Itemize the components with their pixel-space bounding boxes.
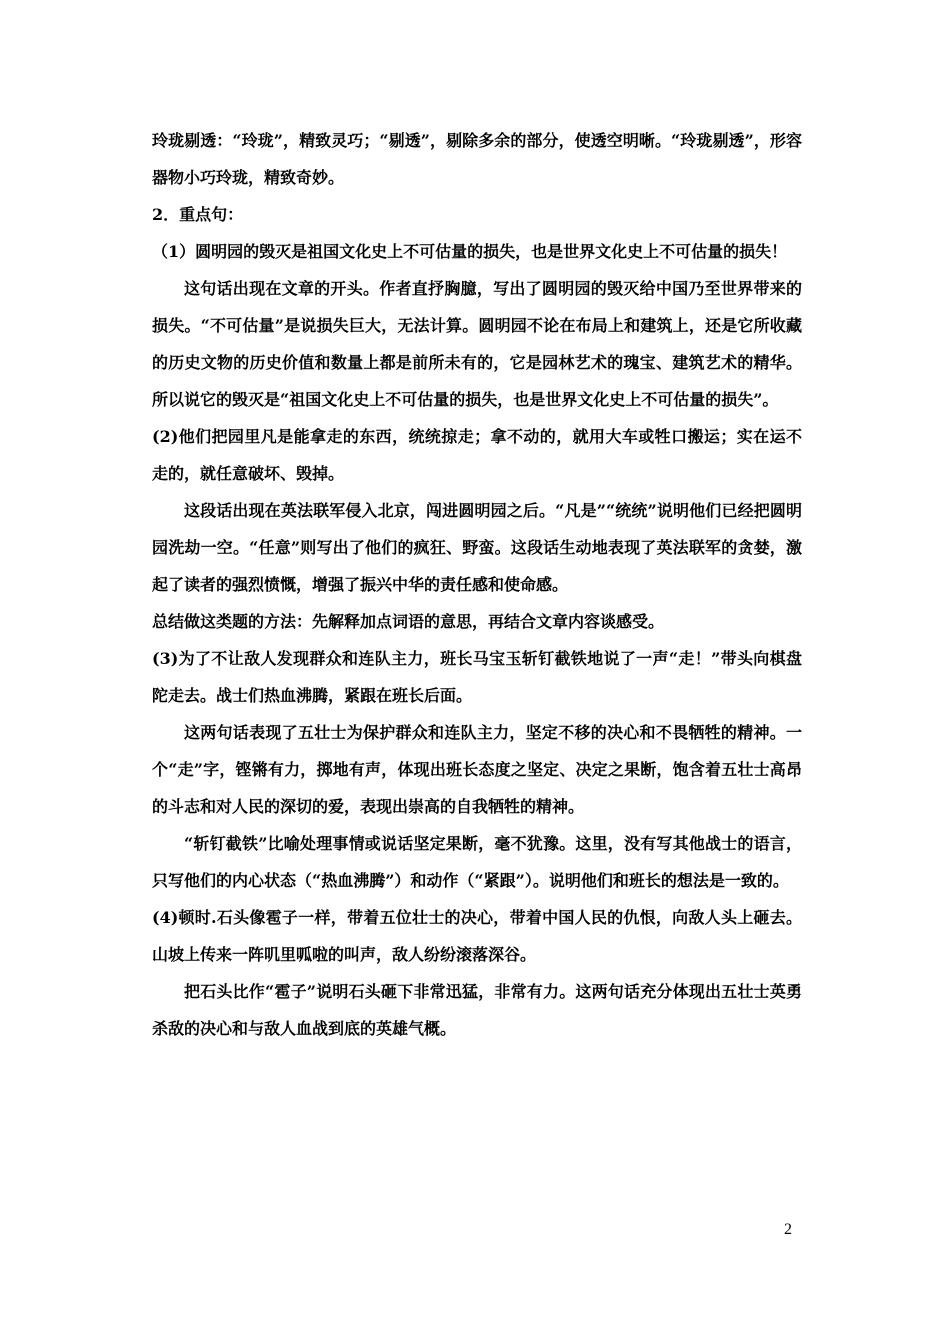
key-sentence-2: (2)他们把园里凡是能拿走的东西，统统掠走；拿不动的，就用大车或牲口搬运；实在运不走的，就任意破坏、毁掉。 <box>152 427 802 483</box>
analysis-3a: 这两句话表现了五壮士为保护群众和连队主力，坚定不移的决心和不畏牺牲的精神。一个“走”字，铿锵有力，掷地有声，体现出班长态度之坚定、决定之果断，饱含着五壮士高昂的斗志和对人民的深切的爱，表现出崇高的自我牺牲的精神。 <box>152 723 802 816</box>
method-summary: 总结做这类题的方法：先解释加点词语的意思，再结合文章内容谈感受。 <box>152 612 665 631</box>
analysis-4: 把石头比作“雹子”说明石头砸下非常迅猛，非常有力。这两句话充分体现出五壮士英勇杀敌的决心和与敌人血战到底的英雄气概。 <box>152 982 802 1038</box>
idiom-explanation-linglong: 玲珑剔透：“玲珑”，精致灵巧；“剔透”，剔除多余的部分，使透空明晰。“玲珑剔透”，形容器物小巧玲珑，精致奇妙。 <box>152 131 802 187</box>
analysis-1: 这句话出现在文章的开头。作者直抒胸臆，写出了圆明园的毁灭给中国乃至世界带来的损失。“不可估量”是说损失巨大，无法计算。圆明园不论在布局上和建筑上，还是它所收藏的历史文物的历史价值和数量上都是前所未有的，它是园林艺术的瑰宝、建筑艺术的精华。所以说它的毁灭是“祖国文化史上不可估量的损失，也是世界文化史上不可估量的损失”。 <box>152 279 802 409</box>
section-heading-key-sentences: 2．重点句： <box>152 205 244 224</box>
key-sentence-3: (3)为了不让敌人发现群众和连队主力，班长马宝玉斩钉截铁地说了一声“走！”带头向棋盘陀走去。战士们热血沸腾，紧跟在班长后面。 <box>152 649 802 705</box>
analysis-3b: “斩钉截铁”比喻处理事情或说话坚定果断，毫不犹豫。这里，没有写其他战士的语言，只写他们的内心状态（“热血沸腾”）和动作（“紧跟”）。说明他们和班长的想法是一致的。 <box>152 834 802 890</box>
analysis-2: 这段话出现在英法联军侵入北京，闯进圆明园之后。“凡是”“统统”说明他们已经把圆明园洗劫一空。“任意”则写出了他们的疯狂、野蛮。这段话生动地表现了英法联军的贪婪，激起了读者的强烈愤慨，增强了振兴中华的责任感和使命感。 <box>152 501 802 594</box>
page-content <box>152 122 802 1047</box>
page-number: 2 <box>784 1221 792 1238</box>
key-sentence-4: (4)顿时.石头像雹子一样，带着五位壮士的决心，带着中国人民的仇恨，向敌人头上砸去。山坡上传来一阵叽里呱啦的叫声，敌人纷纷滚落深谷。 <box>152 908 802 964</box>
key-sentence-1: （1）圆明园的毁灭是祖国文化史上不可估量的损失，也是世界文化史上不可估量的损失！ <box>152 242 788 261</box>
